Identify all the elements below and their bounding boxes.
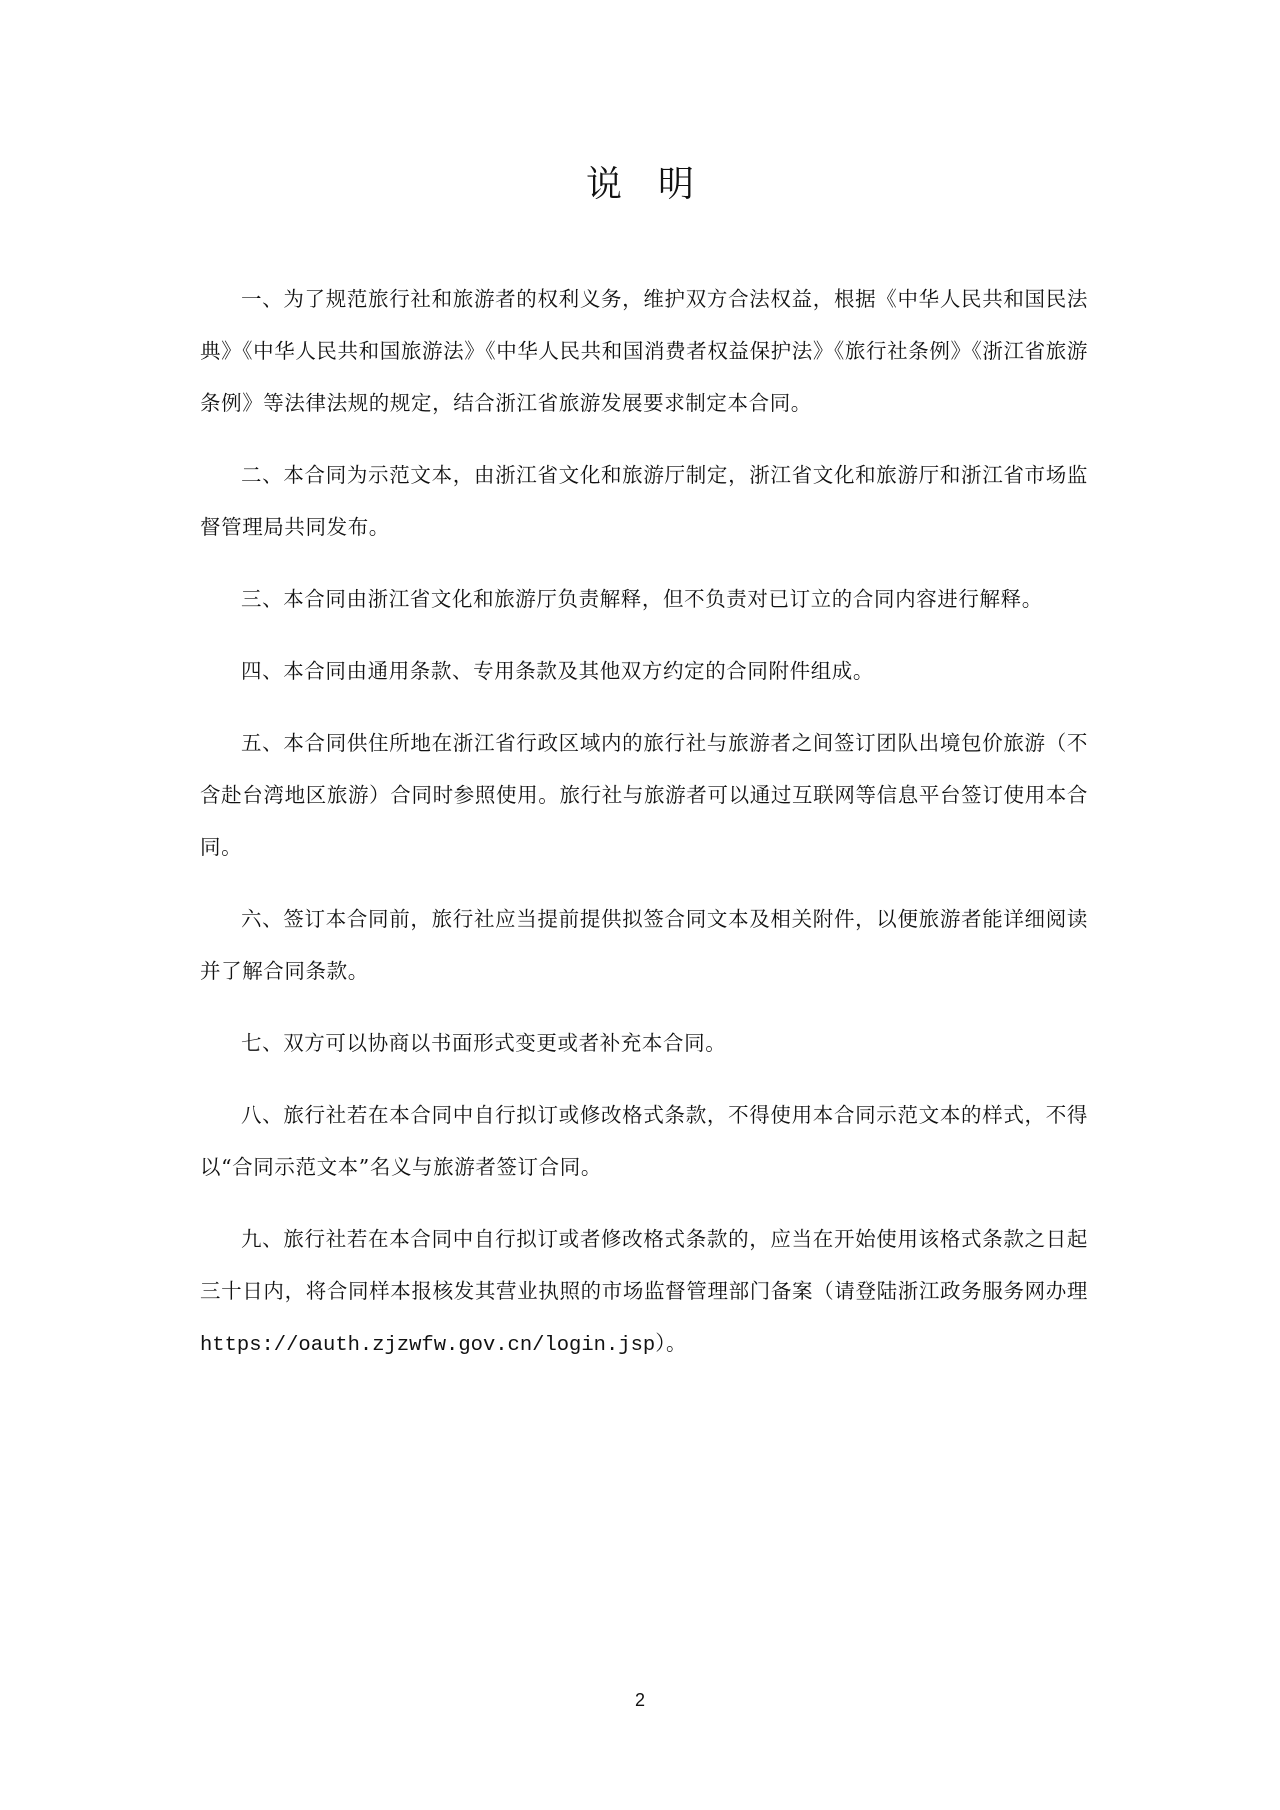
paragraph-4: 四、本合同由通用条款、专用条款及其他双方约定的合同附件组成。: [241, 659, 874, 683]
paragraph-3: 三、本合同由浙江省文化和旅游厅负责解释，但不负责对已订立的合同内容进行解释。: [241, 587, 1043, 611]
paragraph-7: 七、双方可以协商以书面形式变更或者补充本合同。: [241, 1031, 727, 1055]
paragraph-5: 五、本合同供住所地在浙江省行政区域内的旅行社与旅游者之间签订团队出境包价旅游（不含赴台湾地区旅游）合同时参照使用。旅行社与旅游者可以通过互联网等信息平台签订使用本合同。: [200, 731, 1088, 859]
paragraph-6: 六、签订本合同前，旅行社应当提前提供拟签合同文本及相关附件，以便旅游者能详细阅读并了解合同条款。: [200, 907, 1088, 983]
paragraph-1: 一、为了规范旅行社和旅游者的权利义务，维护双方合法权益，根据《中华人民共和国民法典》《中华人民共和国旅游法》《中华人民共和国消费者权益保护法》《旅行社条例》《浙江省旅游条例》等法律法规的规定，结合浙江省旅游发展要求制定本合同。: [200, 287, 1088, 415]
paragraph-8: 八、旅行社若在本合同中自行拟订或修改格式条款，不得使用本合同示范文本的样式，不得以“合同示范文本”名义与旅游者签订合同。: [200, 1103, 1088, 1179]
document-body: [200, 273, 1088, 1392]
paragraph-9-text: 九、旅行社若在本合同中自行拟订或者修改格式条款的，应当在开始使用该格式条款之日起三十日内，将合同样本报核发其营业执照的市场监督管理部门备案（请登陆浙江政务服务网办理: [200, 1227, 1088, 1303]
paragraph-9-tail: ）。: [655, 1331, 688, 1355]
service-url: https://oauth.zjzwfw.gov.cn/login.jsp: [200, 1334, 656, 1357]
page-title: 说明: [585, 164, 730, 205]
page-number: 2: [634, 1690, 645, 1710]
paragraph-9: [200, 1213, 1088, 1372]
paragraph-2: 二、本合同为示范文本，由浙江省文化和旅游厅制定，浙江省文化和旅游厅和浙江省市场监督管理局共同发布。: [200, 463, 1088, 539]
